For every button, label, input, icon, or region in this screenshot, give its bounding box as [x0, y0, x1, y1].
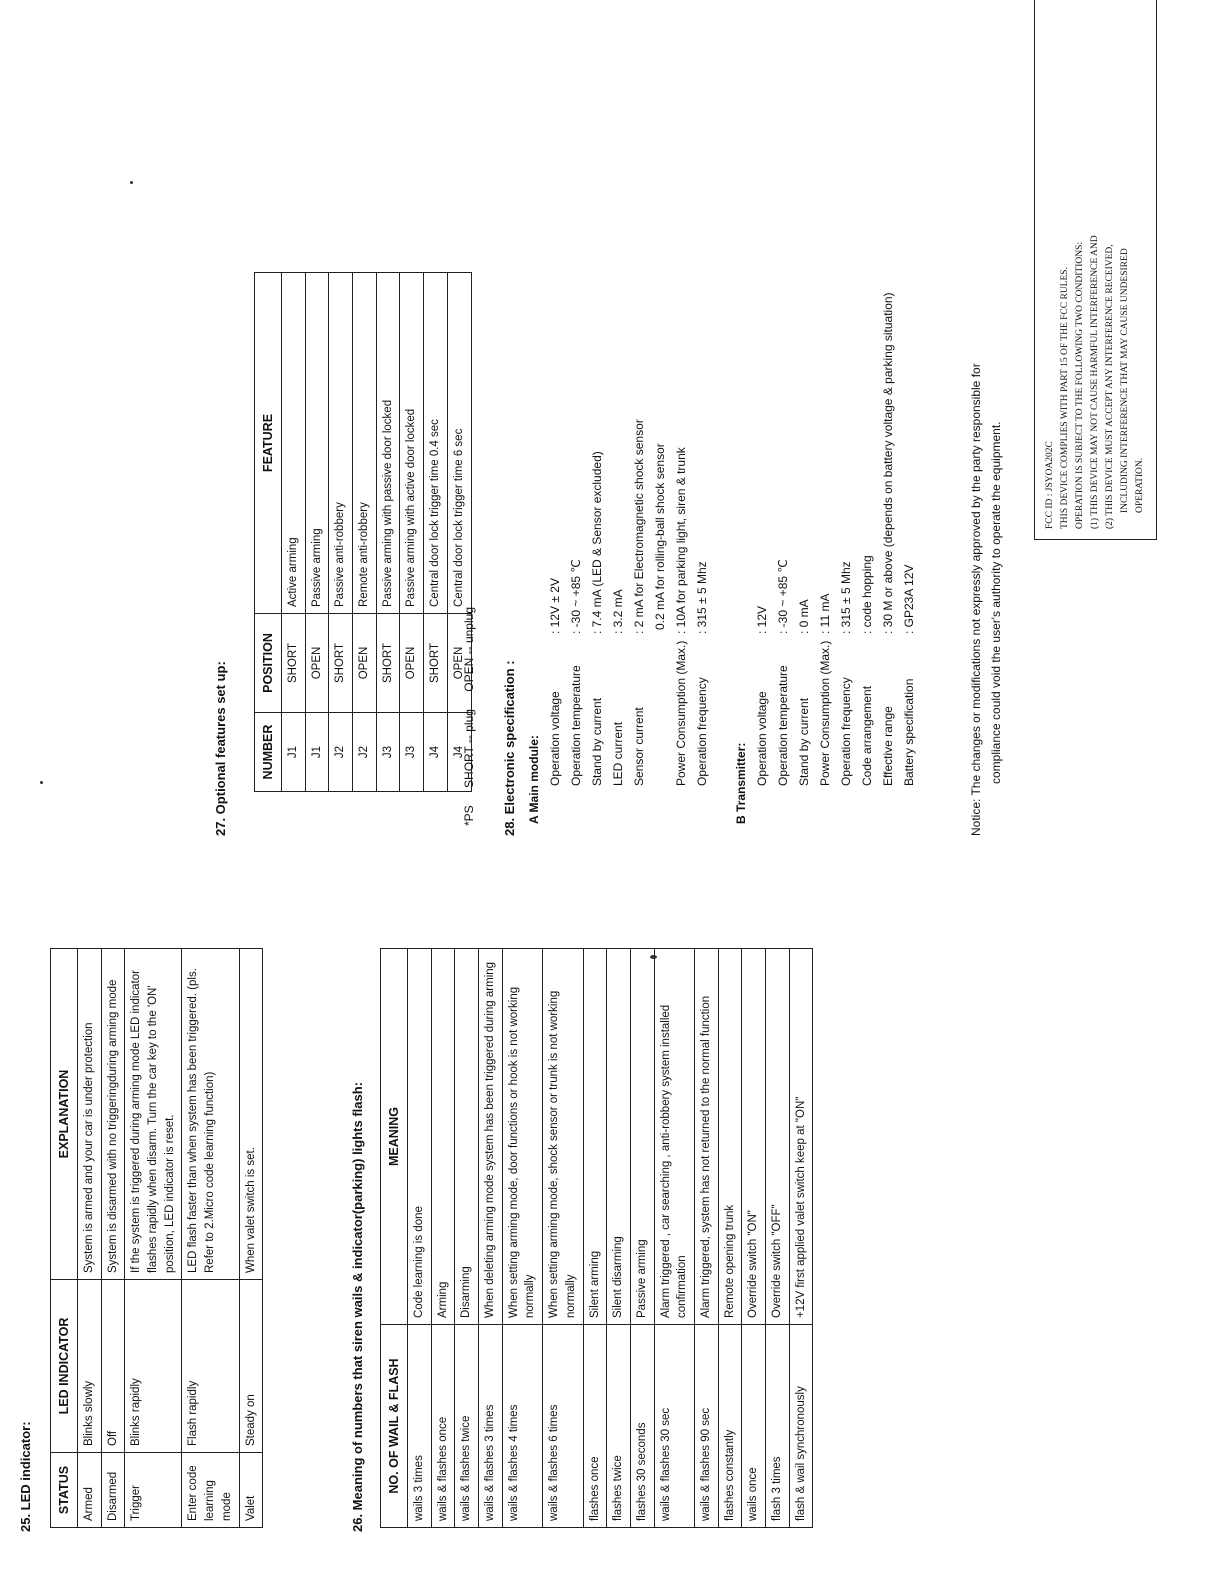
spec-key: Operation voltage — [548, 691, 562, 786]
fcc-line: INCLUDING INTERFERENCE THAT MAY CAUSE UNDESIRED — [1120, 248, 1130, 513]
table-row — [607, 949, 631, 1528]
table-row — [502, 949, 542, 1528]
led-cell: Blinks rapidly — [125, 1280, 182, 1453]
spec-key: Stand by current — [797, 697, 811, 786]
status-cell: Disarmed — [101, 1453, 125, 1528]
table-row — [431, 949, 455, 1528]
section-25-title: 25. LED indicator: — [18, 1421, 33, 1532]
wail-count-cell: flashes constantly — [718, 1325, 742, 1528]
sensor-extra: 0.2 mA for rolling-ball shock sensor — [653, 443, 667, 630]
spec-key: Power Consumption (Max.) — [818, 640, 832, 786]
wail-count-cell: wails & flashes 90 sec — [694, 1325, 718, 1528]
spec-row — [608, 44, 629, 786]
spec-key: Battery specification — [902, 678, 916, 786]
spec-key: Operation temperature — [776, 665, 790, 786]
spec-value: : 0 mA — [797, 599, 811, 634]
wail-count-cell: wails 3 times — [408, 1325, 432, 1528]
wail-count-cell: flashes once — [583, 1325, 607, 1528]
position-cell: OPEN — [400, 614, 424, 713]
meaning-cell: Code learning is done — [408, 949, 432, 1325]
fcc-line: OPERATION IS SUBJECT TO THE FOLLOWING TWO CONDITIONS: — [1075, 241, 1085, 529]
explanation-cell: If the system is triggered during arming mode LED indicator flashes rapidly when disarm. Turn the car key to the 'ON' position, LED indicator is reset. — [125, 949, 182, 1280]
led-cell: Flash rapidly — [182, 1280, 239, 1453]
position-cell: OPEN — [447, 614, 471, 713]
electronic-spec — [524, 44, 920, 824]
fcc-label-box — [1034, 0, 1157, 540]
meaning-cell: +12V first applied valet switch keep at "ON" — [789, 949, 813, 1325]
col-status-header: STATUS — [51, 1453, 78, 1528]
spec-value: : -30 ~ +85 ℃ — [776, 559, 790, 634]
meaning-cell: Alarm triggered , car searching , anti-robbery system installed confirmation — [654, 949, 694, 1325]
table-row — [789, 949, 813, 1528]
jumper-number-cell: J2 — [353, 713, 377, 792]
spec-key: Operation voltage — [755, 691, 769, 786]
table-row — [282, 273, 306, 792]
spec-value: : 315 ± 5 Mhz — [695, 561, 709, 634]
jumper-number-cell: J3 — [400, 713, 424, 792]
notice-line-2: compliance could void the user's authority to operate the equipment. — [989, 421, 1003, 784]
status-cell: Enter code learning mode — [182, 1453, 239, 1528]
table-row — [742, 949, 766, 1528]
meaning-cell: Arming — [431, 949, 455, 1325]
jumper-number-cell: J2 — [329, 713, 353, 792]
explanation-cell: LED flash faster than when system has been triggered. (pls. Refer to 2.Micro code learning function) — [182, 949, 239, 1280]
transmitter-label: B Transmitter: — [734, 742, 748, 824]
table-row — [101, 949, 125, 1528]
spec-row — [692, 44, 713, 786]
fcc-line: OPERATION. — [1135, 457, 1145, 513]
meaning-cell: Alarm triggered, system has not returned to the normal function — [694, 949, 718, 1325]
table-row — [543, 949, 583, 1528]
transmitter-spec — [752, 44, 920, 824]
col-number-header: NUMBER — [255, 713, 282, 792]
section-27-title: 27. Optional features set up: — [213, 661, 228, 836]
jumper-number-cell: J1 — [305, 713, 329, 792]
wail-count-cell: wails & flashes 6 times — [543, 1325, 583, 1528]
ps-note — [462, 607, 476, 826]
scan-speck — [650, 955, 657, 959]
wail-count-cell: flashes 30 seconds — [630, 1325, 654, 1528]
spec-value: : 11 mA — [818, 593, 832, 634]
section-28-title: 28. Electronic specification : — [502, 660, 517, 836]
meaning-cell: Silent disarming — [607, 949, 631, 1325]
spec-value: : -30 ~ +85 ℃ — [569, 559, 583, 634]
table-row — [479, 949, 503, 1528]
spec-value: : 30 M or above (depends on battery voltage & parking situation) — [881, 292, 895, 634]
meaning-cell: Override switch "OFF" — [765, 949, 789, 1325]
jumper-number-cell: J3 — [376, 713, 400, 792]
spec-row — [857, 44, 878, 786]
meaning-cell: Passive arming — [630, 949, 654, 1325]
spec-key: Operation frequency — [695, 677, 709, 786]
feature-cell: Passive arming — [305, 273, 329, 614]
section-26-title: 26. Meaning of numbers that siren wails & indicator(parking) lights flash: — [350, 1081, 365, 1532]
spec-row — [878, 44, 899, 786]
table-row — [765, 949, 789, 1528]
wail-flash-table — [380, 948, 813, 1528]
status-cell: Trigger — [125, 1453, 182, 1528]
spec-row — [545, 44, 566, 786]
spec-value: : 3.2 mA — [611, 589, 625, 634]
table-row — [424, 273, 448, 792]
table-row — [78, 949, 102, 1528]
col-position-header: POSITION — [255, 614, 282, 713]
spec-key: Effective range — [881, 706, 895, 786]
notice — [966, 46, 1006, 836]
spec-row — [899, 44, 920, 786]
jumper-number-cell: J4 — [424, 713, 448, 792]
spec-key: Stand by current — [590, 697, 604, 786]
table-row — [408, 949, 432, 1528]
spec-key: Power Consumption (Max.) — [674, 640, 688, 786]
table-row — [182, 949, 239, 1528]
table-row — [400, 273, 424, 792]
spec-row — [794, 44, 815, 786]
wail-count-cell: wails & flashes 30 sec — [654, 1325, 694, 1528]
wail-count-cell: wails & flashes 3 times — [479, 1325, 503, 1528]
wail-count-cell: flash 3 times — [765, 1325, 789, 1528]
table-row — [583, 949, 607, 1528]
scan-speck — [130, 181, 133, 184]
spec-row — [629, 44, 650, 786]
led-cell: Blinks slowly — [78, 1280, 102, 1453]
spec-key: LED current — [611, 721, 625, 786]
position-cell: SHORT — [282, 614, 306, 713]
fcc-line: (1) THIS DEVICE MAY NOT CAUSE HARMFUL INTERFERENCE AND — [1090, 235, 1100, 529]
wail-count-cell: wails once — [742, 1325, 766, 1528]
spec-row — [671, 44, 692, 786]
main-module-spec-2 — [671, 44, 713, 824]
spec-value: : 12V ± 2V — [548, 578, 562, 634]
table-row — [694, 949, 718, 1528]
spec-value: : 10A for parking light, siren & trunk — [674, 447, 688, 634]
fcc-id: FCC ID : JSYOA202C — [1045, 441, 1055, 529]
wail-count-cell: wails & flashes twice — [455, 1325, 479, 1528]
spec-row — [836, 44, 857, 786]
meaning-cell: Remote opening trunk — [718, 949, 742, 1325]
feature-cell: Central door lock trigger time 0.4 sec — [424, 273, 448, 614]
spec-value: : 2 mA for Electromagnetic shock sensor — [632, 419, 646, 634]
wail-count-cell: flash & wail synchronously — [789, 1325, 813, 1528]
optional-features-table — [254, 272, 472, 792]
spec-row — [752, 44, 773, 786]
spec-row — [566, 44, 587, 786]
status-cell: Valet — [239, 1453, 263, 1528]
meaning-cell: Disarming — [455, 949, 479, 1325]
feature-cell: Central door lock trigger time 6 sec — [447, 273, 471, 614]
col-feature-header: FEATURE — [255, 273, 282, 614]
jumper-number-cell: J1 — [282, 713, 306, 792]
spec-value: : GP23A 12V — [902, 564, 916, 634]
spec-value: : 7.4 mA (LED & Sensor excluded) — [590, 451, 604, 634]
table-row — [305, 273, 329, 792]
led-cell: Steady on — [239, 1280, 263, 1453]
position-cell: OPEN — [353, 614, 377, 713]
col-explanation-header: EXPLANATION — [51, 949, 78, 1280]
table-row — [353, 273, 377, 792]
main-module-spec — [545, 44, 650, 824]
scan-speck — [40, 781, 43, 784]
feature-cell: Passive anti-robbery — [329, 273, 353, 614]
jumper-number-cell: J4 — [447, 713, 471, 792]
feature-cell: Passive arming with passive door locked — [376, 273, 400, 614]
ps-label: *PS — [462, 805, 476, 826]
meaning-cell: When deleting arming mode system has been triggered during arming — [479, 949, 503, 1325]
position-cell: SHORT — [424, 614, 448, 713]
table-row — [718, 949, 742, 1528]
spec-row — [587, 44, 608, 786]
spec-value: : code hopping — [860, 555, 874, 634]
wail-count-cell: wails & flashes once — [431, 1325, 455, 1528]
spec-key: Operation temperature — [569, 665, 583, 786]
table-row — [239, 949, 263, 1528]
spec-row — [773, 44, 794, 786]
spec-row — [815, 44, 836, 786]
feature-cell: Remote anti-robbery — [353, 273, 377, 614]
explanation-cell: System is disarmed with no triggeringduring arming mode — [101, 949, 125, 1280]
meaning-cell: When setting arming mode, shock sensor or trunk is not working normally — [543, 949, 583, 1325]
explanation-cell: System is armed and your car is under protection — [78, 949, 102, 1280]
wail-count-cell: wails & flashes 4 times — [502, 1325, 542, 1528]
ps-short: SHORT -- plug — [462, 709, 476, 788]
position-cell: SHORT — [329, 614, 353, 713]
fcc-line: THIS DEVICE COMPLIES WITH PART 15 OF THE FCC RULES. — [1060, 267, 1070, 529]
table-row — [376, 273, 400, 792]
led-indicator-table — [50, 948, 263, 1528]
notice-line-1: Notice: The changes or modifications not expressly approved by the party responsible for — [969, 363, 983, 836]
table-row — [630, 949, 654, 1528]
feature-cell: Active arming — [282, 273, 306, 614]
fcc-line: (2) THIS DEVICE MUST ACCEPT ANY INTERFERENCE RECEIVED, — [1105, 244, 1115, 529]
table-row — [125, 949, 182, 1528]
position-cell: SHORT — [376, 614, 400, 713]
meaning-cell: Silent arming — [583, 949, 607, 1325]
feature-cell: Passive arming with active door locked — [400, 273, 424, 614]
meaning-cell: Override switch "ON" — [742, 949, 766, 1325]
table-row — [654, 949, 694, 1528]
ps-open: OPEN -- unplug — [462, 607, 476, 692]
col-led-header: LED INDICATOR — [51, 1280, 78, 1453]
status-cell: Armed — [78, 1453, 102, 1528]
table-row — [329, 273, 353, 792]
meaning-cell: When setting arming mode, door functions or hook is not working normally — [502, 949, 542, 1325]
spec-key: Sensor current — [632, 707, 646, 786]
col-no-header: NO. OF WAIL & FLASH — [381, 1325, 408, 1528]
spec-value: : 12V — [755, 605, 769, 634]
spec-key: Code arrangement — [860, 685, 874, 786]
spec-key: Operation frequency — [839, 677, 853, 786]
table-row — [455, 949, 479, 1528]
spec-value: : 315 ± 5 Mhz — [839, 561, 853, 634]
explanation-cell: When valet switch is set. — [239, 949, 263, 1280]
col-meaning-header: MEANING — [381, 949, 408, 1325]
main-module-label: A Main module: — [527, 735, 541, 824]
position-cell: OPEN — [305, 614, 329, 713]
led-cell: Off — [101, 1280, 125, 1453]
wail-count-cell: flashes twice — [607, 1325, 631, 1528]
